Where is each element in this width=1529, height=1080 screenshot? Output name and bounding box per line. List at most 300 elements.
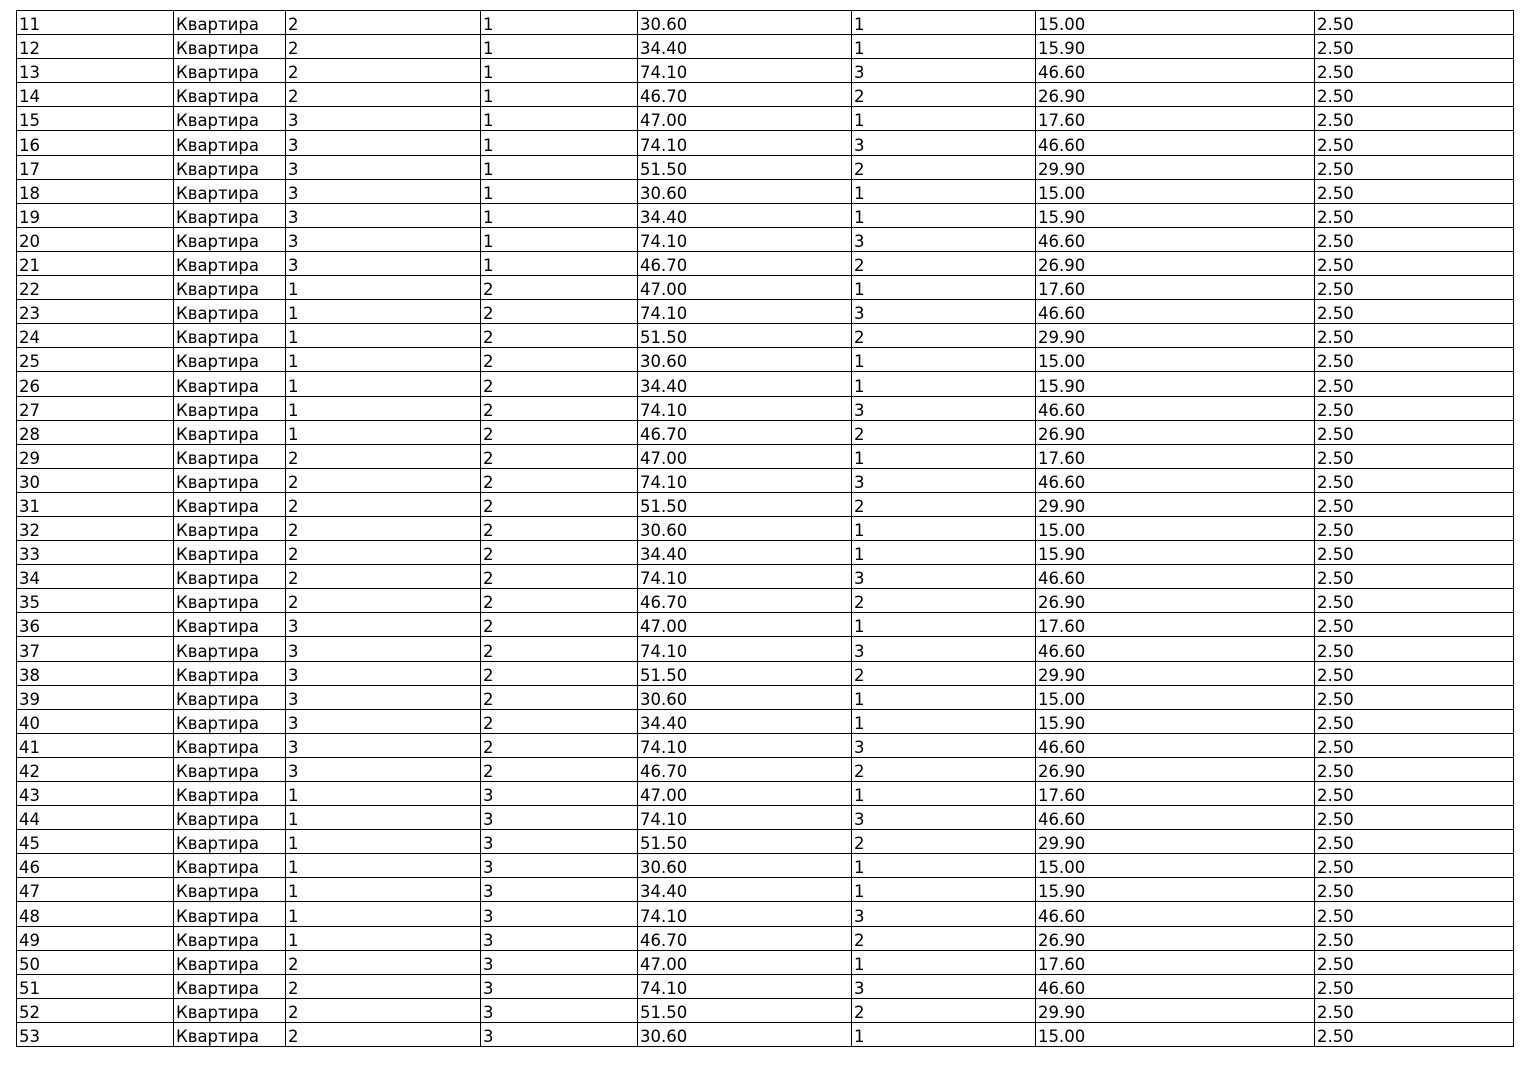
type-cell: Квартира — [174, 396, 286, 420]
col6-cell: 3 — [852, 227, 1036, 251]
col7-cell: 29.90 — [1036, 998, 1315, 1022]
table-row — [17, 733, 1514, 757]
col7-cell: 29.90 — [1036, 661, 1315, 685]
col5-cell: 34.40 — [638, 35, 852, 59]
col7-cell: 46.60 — [1036, 565, 1315, 589]
col4-cell: 1 — [481, 107, 638, 131]
col8-cell: 2.50 — [1315, 396, 1514, 420]
col6-cell: 2 — [852, 926, 1036, 950]
number-cell: 12 — [17, 35, 174, 59]
col3-cell: 1 — [286, 348, 481, 372]
number-cell: 52 — [17, 998, 174, 1022]
type-cell: Квартира — [174, 709, 286, 733]
col6-cell: 1 — [852, 854, 1036, 878]
table-row — [17, 637, 1514, 661]
type-cell: Квартира — [174, 565, 286, 589]
col6-cell: 2 — [852, 998, 1036, 1022]
col4-cell: 1 — [481, 251, 638, 275]
col6-cell: 1 — [852, 107, 1036, 131]
col4-cell: 3 — [481, 1022, 638, 1046]
col8-cell: 2.50 — [1315, 227, 1514, 251]
col8-cell: 2.50 — [1315, 155, 1514, 179]
number-cell: 19 — [17, 203, 174, 227]
col7-cell: 46.60 — [1036, 59, 1315, 83]
table-row — [17, 300, 1514, 324]
type-cell: Квартира — [174, 131, 286, 155]
col3-cell: 1 — [286, 276, 481, 300]
col7-cell: 29.90 — [1036, 830, 1315, 854]
type-cell: Квартира — [174, 179, 286, 203]
table-row — [17, 516, 1514, 540]
col5-cell: 51.50 — [638, 155, 852, 179]
col3-cell: 2 — [286, 35, 481, 59]
col5-cell: 51.50 — [638, 830, 852, 854]
col7-cell: 29.90 — [1036, 155, 1315, 179]
type-cell: Квартира — [174, 324, 286, 348]
col3-cell: 3 — [286, 179, 481, 203]
col4-cell: 1 — [481, 35, 638, 59]
col6-cell: 1 — [852, 950, 1036, 974]
col3-cell: 3 — [286, 131, 481, 155]
number-cell: 46 — [17, 854, 174, 878]
col4-cell: 3 — [481, 878, 638, 902]
type-cell: Квартира — [174, 950, 286, 974]
number-cell: 25 — [17, 348, 174, 372]
number-cell: 43 — [17, 782, 174, 806]
type-cell: Квартира — [174, 492, 286, 516]
col3-cell: 3 — [286, 637, 481, 661]
col6-cell: 2 — [852, 661, 1036, 685]
table-row — [17, 251, 1514, 275]
col3-cell: 1 — [286, 854, 481, 878]
type-cell: Квартира — [174, 661, 286, 685]
col6-cell: 3 — [852, 59, 1036, 83]
type-cell: Квартира — [174, 830, 286, 854]
col6-cell: 1 — [852, 444, 1036, 468]
col8-cell: 2.50 — [1315, 661, 1514, 685]
table-row — [17, 276, 1514, 300]
col5-cell: 47.00 — [638, 782, 852, 806]
type-cell: Квартира — [174, 1022, 286, 1046]
number-cell: 27 — [17, 396, 174, 420]
col8-cell: 2.50 — [1315, 830, 1514, 854]
col8-cell: 2.50 — [1315, 685, 1514, 709]
number-cell: 42 — [17, 757, 174, 781]
table-row — [17, 541, 1514, 565]
col7-cell: 17.60 — [1036, 444, 1315, 468]
number-cell: 34 — [17, 565, 174, 589]
type-cell: Квартира — [174, 541, 286, 565]
type-cell: Квартира — [174, 998, 286, 1022]
col7-cell: 46.60 — [1036, 468, 1315, 492]
col5-cell: 46.70 — [638, 757, 852, 781]
col5-cell: 74.10 — [638, 59, 852, 83]
col6-cell: 1 — [852, 782, 1036, 806]
col7-cell: 17.60 — [1036, 107, 1315, 131]
col5-cell: 34.40 — [638, 203, 852, 227]
data-table — [16, 10, 1514, 1047]
col6-cell: 1 — [852, 613, 1036, 637]
col5-cell: 30.60 — [638, 348, 852, 372]
col8-cell: 2.50 — [1315, 757, 1514, 781]
col4-cell: 2 — [481, 492, 638, 516]
col6-cell: 3 — [852, 468, 1036, 492]
col3-cell: 1 — [286, 372, 481, 396]
col3-cell: 2 — [286, 468, 481, 492]
col5-cell: 47.00 — [638, 950, 852, 974]
col7-cell: 15.00 — [1036, 11, 1315, 35]
col7-cell: 46.60 — [1036, 637, 1315, 661]
col8-cell: 2.50 — [1315, 11, 1514, 35]
col8-cell: 2.50 — [1315, 276, 1514, 300]
col6-cell: 2 — [852, 589, 1036, 613]
col8-cell: 2.50 — [1315, 203, 1514, 227]
col6-cell: 2 — [852, 251, 1036, 275]
table-row — [17, 420, 1514, 444]
table-row — [17, 998, 1514, 1022]
col6-cell: 3 — [852, 733, 1036, 757]
col3-cell: 1 — [286, 782, 481, 806]
table-row — [17, 131, 1514, 155]
col8-cell: 2.50 — [1315, 806, 1514, 830]
col4-cell: 1 — [481, 59, 638, 83]
col7-cell: 15.90 — [1036, 878, 1315, 902]
table-row — [17, 854, 1514, 878]
number-cell: 11 — [17, 11, 174, 35]
type-cell: Квартира — [174, 35, 286, 59]
table-body — [17, 11, 1514, 1047]
col4-cell: 1 — [481, 203, 638, 227]
col5-cell: 47.00 — [638, 276, 852, 300]
table-row — [17, 107, 1514, 131]
col6-cell: 1 — [852, 1022, 1036, 1046]
table-row — [17, 974, 1514, 998]
col8-cell: 2.50 — [1315, 782, 1514, 806]
col7-cell: 26.90 — [1036, 589, 1315, 613]
col8-cell: 2.50 — [1315, 926, 1514, 950]
number-cell: 44 — [17, 806, 174, 830]
col6-cell: 1 — [852, 516, 1036, 540]
type-cell: Квартира — [174, 420, 286, 444]
col8-cell: 2.50 — [1315, 974, 1514, 998]
col6-cell: 3 — [852, 396, 1036, 420]
number-cell: 37 — [17, 637, 174, 661]
type-cell: Квартира — [174, 155, 286, 179]
col8-cell: 2.50 — [1315, 516, 1514, 540]
number-cell: 20 — [17, 227, 174, 251]
col6-cell: 1 — [852, 35, 1036, 59]
col8-cell: 2.50 — [1315, 950, 1514, 974]
col4-cell: 2 — [481, 396, 638, 420]
col4-cell: 2 — [481, 276, 638, 300]
col4-cell: 1 — [481, 155, 638, 179]
col6-cell: 3 — [852, 565, 1036, 589]
table-row — [17, 59, 1514, 83]
number-cell: 33 — [17, 541, 174, 565]
type-cell: Квартира — [174, 348, 286, 372]
number-cell: 32 — [17, 516, 174, 540]
col4-cell: 1 — [481, 83, 638, 107]
col8-cell: 2.50 — [1315, 902, 1514, 926]
col6-cell: 2 — [852, 492, 1036, 516]
col4-cell: 2 — [481, 661, 638, 685]
table-row — [17, 227, 1514, 251]
col3-cell: 1 — [286, 902, 481, 926]
col6-cell: 2 — [852, 420, 1036, 444]
col6-cell: 3 — [852, 806, 1036, 830]
col6-cell: 2 — [852, 155, 1036, 179]
type-cell: Квартира — [174, 300, 286, 324]
col7-cell: 46.60 — [1036, 300, 1315, 324]
col5-cell: 30.60 — [638, 11, 852, 35]
col7-cell: 15.90 — [1036, 709, 1315, 733]
col3-cell: 3 — [286, 733, 481, 757]
col3-cell: 2 — [286, 83, 481, 107]
number-cell: 29 — [17, 444, 174, 468]
col3-cell: 3 — [286, 613, 481, 637]
type-cell: Квартира — [174, 227, 286, 251]
col8-cell: 2.50 — [1315, 541, 1514, 565]
col7-cell: 26.90 — [1036, 83, 1315, 107]
col7-cell: 46.60 — [1036, 902, 1315, 926]
col4-cell: 3 — [481, 902, 638, 926]
col3-cell: 3 — [286, 757, 481, 781]
type-cell: Квартира — [174, 902, 286, 926]
col7-cell: 26.90 — [1036, 757, 1315, 781]
col7-cell: 46.60 — [1036, 974, 1315, 998]
number-cell: 35 — [17, 589, 174, 613]
number-cell: 49 — [17, 926, 174, 950]
col7-cell: 26.90 — [1036, 420, 1315, 444]
col7-cell: 15.90 — [1036, 541, 1315, 565]
table-row — [17, 613, 1514, 637]
number-cell: 26 — [17, 372, 174, 396]
type-cell: Квартира — [174, 974, 286, 998]
table-row — [17, 83, 1514, 107]
col6-cell: 1 — [852, 541, 1036, 565]
col4-cell: 3 — [481, 998, 638, 1022]
type-cell: Квартира — [174, 516, 286, 540]
number-cell: 24 — [17, 324, 174, 348]
col7-cell: 17.60 — [1036, 950, 1315, 974]
col5-cell: 46.70 — [638, 926, 852, 950]
col3-cell: 2 — [286, 950, 481, 974]
col7-cell: 26.90 — [1036, 926, 1315, 950]
col8-cell: 2.50 — [1315, 251, 1514, 275]
col5-cell: 47.00 — [638, 444, 852, 468]
col5-cell: 51.50 — [638, 661, 852, 685]
col8-cell: 2.50 — [1315, 565, 1514, 589]
col5-cell: 74.10 — [638, 974, 852, 998]
col4-cell: 3 — [481, 974, 638, 998]
number-cell: 40 — [17, 709, 174, 733]
col5-cell: 51.50 — [638, 492, 852, 516]
table-row — [17, 11, 1514, 35]
col8-cell: 2.50 — [1315, 613, 1514, 637]
col7-cell: 15.00 — [1036, 685, 1315, 709]
col6-cell: 3 — [852, 974, 1036, 998]
col4-cell: 2 — [481, 324, 638, 348]
col3-cell: 1 — [286, 300, 481, 324]
table-row — [17, 565, 1514, 589]
col5-cell: 46.70 — [638, 420, 852, 444]
col4-cell: 2 — [481, 757, 638, 781]
table-row — [17, 950, 1514, 974]
col8-cell: 2.50 — [1315, 878, 1514, 902]
col4-cell: 1 — [481, 11, 638, 35]
type-cell: Квартира — [174, 251, 286, 275]
table-row — [17, 757, 1514, 781]
table-row — [17, 902, 1514, 926]
col8-cell: 2.50 — [1315, 1022, 1514, 1046]
col5-cell: 74.10 — [638, 902, 852, 926]
col4-cell: 2 — [481, 541, 638, 565]
number-cell: 47 — [17, 878, 174, 902]
col5-cell: 46.70 — [638, 251, 852, 275]
col8-cell: 2.50 — [1315, 709, 1514, 733]
col3-cell: 2 — [286, 541, 481, 565]
table-row — [17, 203, 1514, 227]
number-cell: 45 — [17, 830, 174, 854]
col3-cell: 3 — [286, 155, 481, 179]
type-cell: Квартира — [174, 444, 286, 468]
col7-cell: 26.90 — [1036, 251, 1315, 275]
col3-cell: 3 — [286, 661, 481, 685]
col5-cell: 74.10 — [638, 131, 852, 155]
col7-cell: 29.90 — [1036, 324, 1315, 348]
number-cell: 51 — [17, 974, 174, 998]
col3-cell: 1 — [286, 420, 481, 444]
col4-cell: 3 — [481, 830, 638, 854]
col8-cell: 2.50 — [1315, 492, 1514, 516]
col8-cell: 2.50 — [1315, 348, 1514, 372]
type-cell: Квартира — [174, 203, 286, 227]
table-row — [17, 782, 1514, 806]
col6-cell: 1 — [852, 203, 1036, 227]
col7-cell: 46.60 — [1036, 733, 1315, 757]
col4-cell: 1 — [481, 227, 638, 251]
number-cell: 17 — [17, 155, 174, 179]
col4-cell: 2 — [481, 300, 638, 324]
col3-cell: 2 — [286, 492, 481, 516]
table-row — [17, 348, 1514, 372]
col8-cell: 2.50 — [1315, 107, 1514, 131]
col6-cell: 2 — [852, 757, 1036, 781]
col3-cell: 1 — [286, 396, 481, 420]
table-row — [17, 661, 1514, 685]
type-cell: Квартира — [174, 107, 286, 131]
col8-cell: 2.50 — [1315, 420, 1514, 444]
col4-cell: 1 — [481, 131, 638, 155]
col4-cell: 3 — [481, 950, 638, 974]
type-cell: Квартира — [174, 733, 286, 757]
col5-cell: 47.00 — [638, 613, 852, 637]
col5-cell: 74.10 — [638, 396, 852, 420]
type-cell: Квартира — [174, 59, 286, 83]
col6-cell: 2 — [852, 324, 1036, 348]
col7-cell: 15.00 — [1036, 1022, 1315, 1046]
col6-cell: 3 — [852, 902, 1036, 926]
col5-cell: 74.10 — [638, 227, 852, 251]
col4-cell: 3 — [481, 806, 638, 830]
table-row — [17, 926, 1514, 950]
col8-cell: 2.50 — [1315, 468, 1514, 492]
col7-cell: 46.60 — [1036, 227, 1315, 251]
col5-cell: 46.70 — [638, 589, 852, 613]
col5-cell: 34.40 — [638, 541, 852, 565]
table-row — [17, 372, 1514, 396]
col7-cell: 46.60 — [1036, 396, 1315, 420]
table-row — [17, 468, 1514, 492]
col4-cell: 2 — [481, 444, 638, 468]
col5-cell: 30.60 — [638, 516, 852, 540]
col4-cell: 3 — [481, 926, 638, 950]
col8-cell: 2.50 — [1315, 637, 1514, 661]
col8-cell: 2.50 — [1315, 131, 1514, 155]
col7-cell: 15.00 — [1036, 348, 1315, 372]
col4-cell: 2 — [481, 516, 638, 540]
type-cell: Квартира — [174, 589, 286, 613]
col7-cell: 46.60 — [1036, 131, 1315, 155]
table-row — [17, 806, 1514, 830]
col8-cell: 2.50 — [1315, 733, 1514, 757]
col8-cell: 2.50 — [1315, 444, 1514, 468]
col3-cell: 2 — [286, 1022, 481, 1046]
number-cell: 14 — [17, 83, 174, 107]
type-cell: Квартира — [174, 613, 286, 637]
col5-cell: 34.40 — [638, 709, 852, 733]
col5-cell: 74.10 — [638, 565, 852, 589]
col8-cell: 2.50 — [1315, 324, 1514, 348]
type-cell: Квартира — [174, 83, 286, 107]
col4-cell: 2 — [481, 372, 638, 396]
table-row — [17, 396, 1514, 420]
col5-cell: 47.00 — [638, 107, 852, 131]
col3-cell: 3 — [286, 685, 481, 709]
type-cell: Квартира — [174, 854, 286, 878]
col3-cell: 3 — [286, 107, 481, 131]
col5-cell: 30.60 — [638, 1022, 852, 1046]
col7-cell: 15.00 — [1036, 854, 1315, 878]
col3-cell: 1 — [286, 878, 481, 902]
table-row — [17, 878, 1514, 902]
col4-cell: 3 — [481, 782, 638, 806]
col5-cell: 74.10 — [638, 733, 852, 757]
type-cell: Квартира — [174, 372, 286, 396]
number-cell: 48 — [17, 902, 174, 926]
col7-cell: 17.60 — [1036, 782, 1315, 806]
col6-cell: 2 — [852, 830, 1036, 854]
col7-cell: 15.90 — [1036, 35, 1315, 59]
col3-cell: 3 — [286, 709, 481, 733]
col4-cell: 2 — [481, 468, 638, 492]
col3-cell: 3 — [286, 203, 481, 227]
col7-cell: 15.90 — [1036, 372, 1315, 396]
number-cell: 23 — [17, 300, 174, 324]
table-row — [17, 179, 1514, 203]
number-cell: 18 — [17, 179, 174, 203]
col8-cell: 2.50 — [1315, 59, 1514, 83]
col6-cell: 2 — [852, 83, 1036, 107]
number-cell: 50 — [17, 950, 174, 974]
col5-cell: 74.10 — [638, 300, 852, 324]
col7-cell: 15.00 — [1036, 179, 1315, 203]
table-row — [17, 685, 1514, 709]
col3-cell: 2 — [286, 974, 481, 998]
col3-cell: 3 — [286, 251, 481, 275]
type-cell: Квартира — [174, 757, 286, 781]
col6-cell: 1 — [852, 348, 1036, 372]
